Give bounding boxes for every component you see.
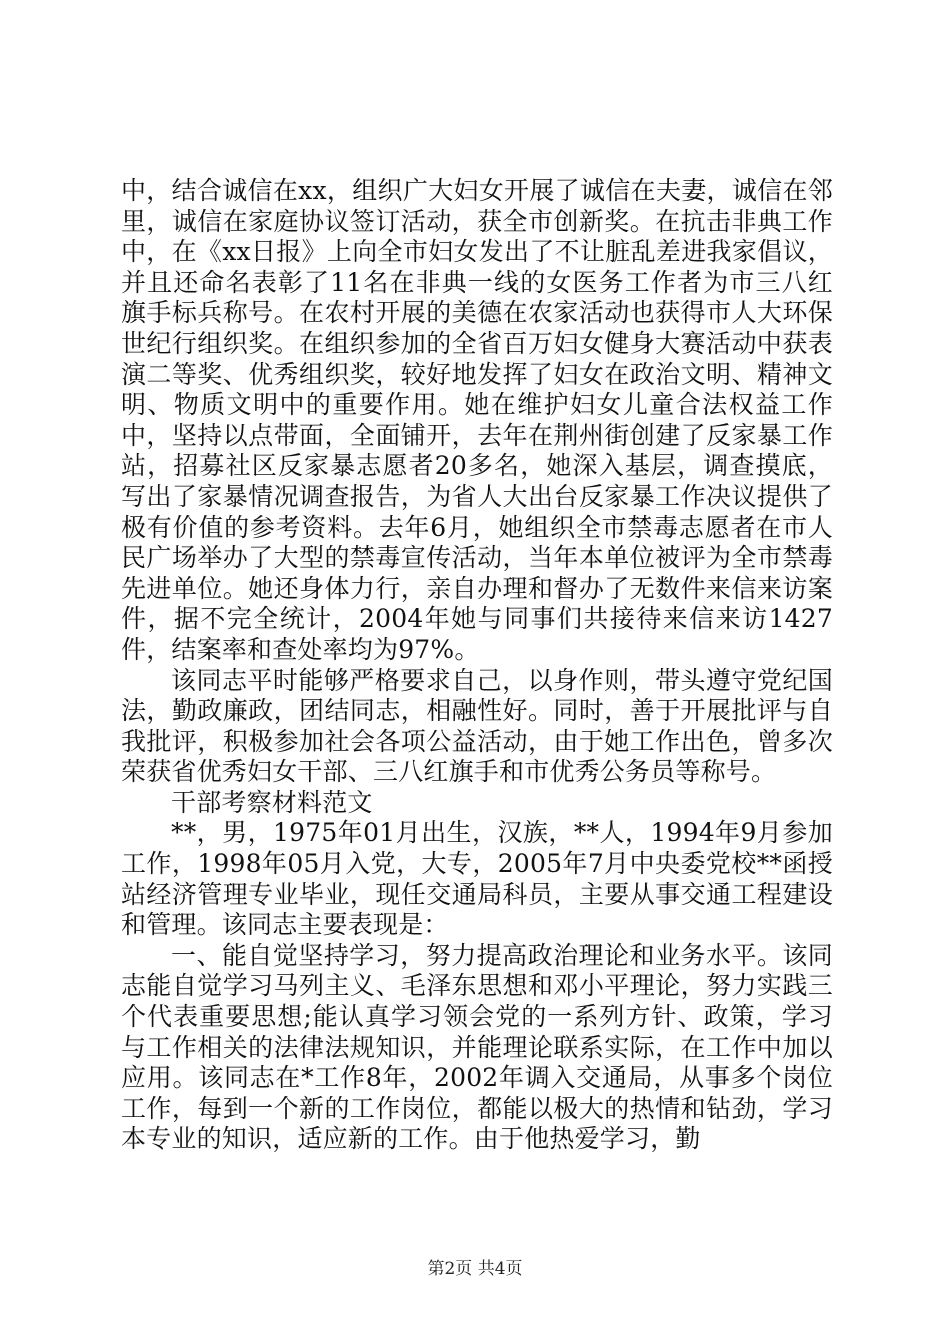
paragraph-profile: **，男，1975年01月出生，汉族，**人，1994年9月参加工作，1998年05月入党，大专，2005年7月中央委党校**函授站经济管理专业毕业，现任交通局科员，主要从事交通工程建设和管理。该同志主要表现是： — [121, 818, 833, 940]
paragraph-conduct: 该同志平时能够严格要求自己，以身作则，带头遵守党纪国法，勤政廉政，团结同志，相融性好。同时，善于开展批评与自我批评，积极参加社会各项公益活动，由于她工作出色，曾多次荣获省优秀妇女干部、三八红旗手和市优秀公务员等称号。 — [121, 665, 833, 787]
paragraph-study: 一、能自觉坚持学习，努力提高政治理论和业务水平。该同志能自觉学习马列主义、毛泽东思想和邓小平理论，努力实践三个代表重要思想;能认真学习领会党的一系列方针、政策，学习与工作相关的法律法规知识，并能理论联系实际，在工作中加以应用。该同志在*工作8年，2002年调入交通局，从事多个岗位工作，每到一个新的工作岗位，都能以极大的热情和钻劲，学习本专业的知识，适应新的工作。由于他热爱学习，勤 — [121, 940, 833, 1154]
page-number-footer: 第2页 共4页 — [427, 1259, 523, 1279]
document-body — [121, 176, 833, 1155]
paragraph-continuation: 中，结合诚信在xx，组织广大妇女开展了诚信在夫妻，诚信在邻里，诚信在家庭协议签订活动，获全市创新奖。在抗击非典工作中，在《xx日报》上向全市妇女发出了不让脏乱差进我家倡议，并且还命名表彰了11名在非典一线的女医务工作者为市三八红旗手标兵称号。在农村开展的美德在农家活动也获得市人大环保世纪行组织奖。在组织参加的全省百万妇女健身大赛活动中获表演二等奖、优秀组织奖，较好地发挥了妇女在政治文明、精神文明、物质文明中的重要作用。她在维护妇女儿童合法权益工作中，坚持以点带面，全面铺开，去年在荆州街创建了反家暴工作站，招募社区反家暴志愿者20多名，她深入基层，调查摸底，写出了家暴情况调查报告，为省人大出台反家暴工作决议提供了极有价值的参考资料。去年6月，她组织全市禁毒志愿者在市人民广场举办了大型的禁毒宣传活动，当年本单位被评为全市禁毒先进单位。她还身体力行，亲自办理和督办了无数件来信来访案件，据不完全统计，2004年她与同事们共接待来信来访1427件，结案率和查处率均为97%。 — [121, 176, 833, 664]
section-heading: 干部考察材料范文 — [171, 787, 373, 817]
